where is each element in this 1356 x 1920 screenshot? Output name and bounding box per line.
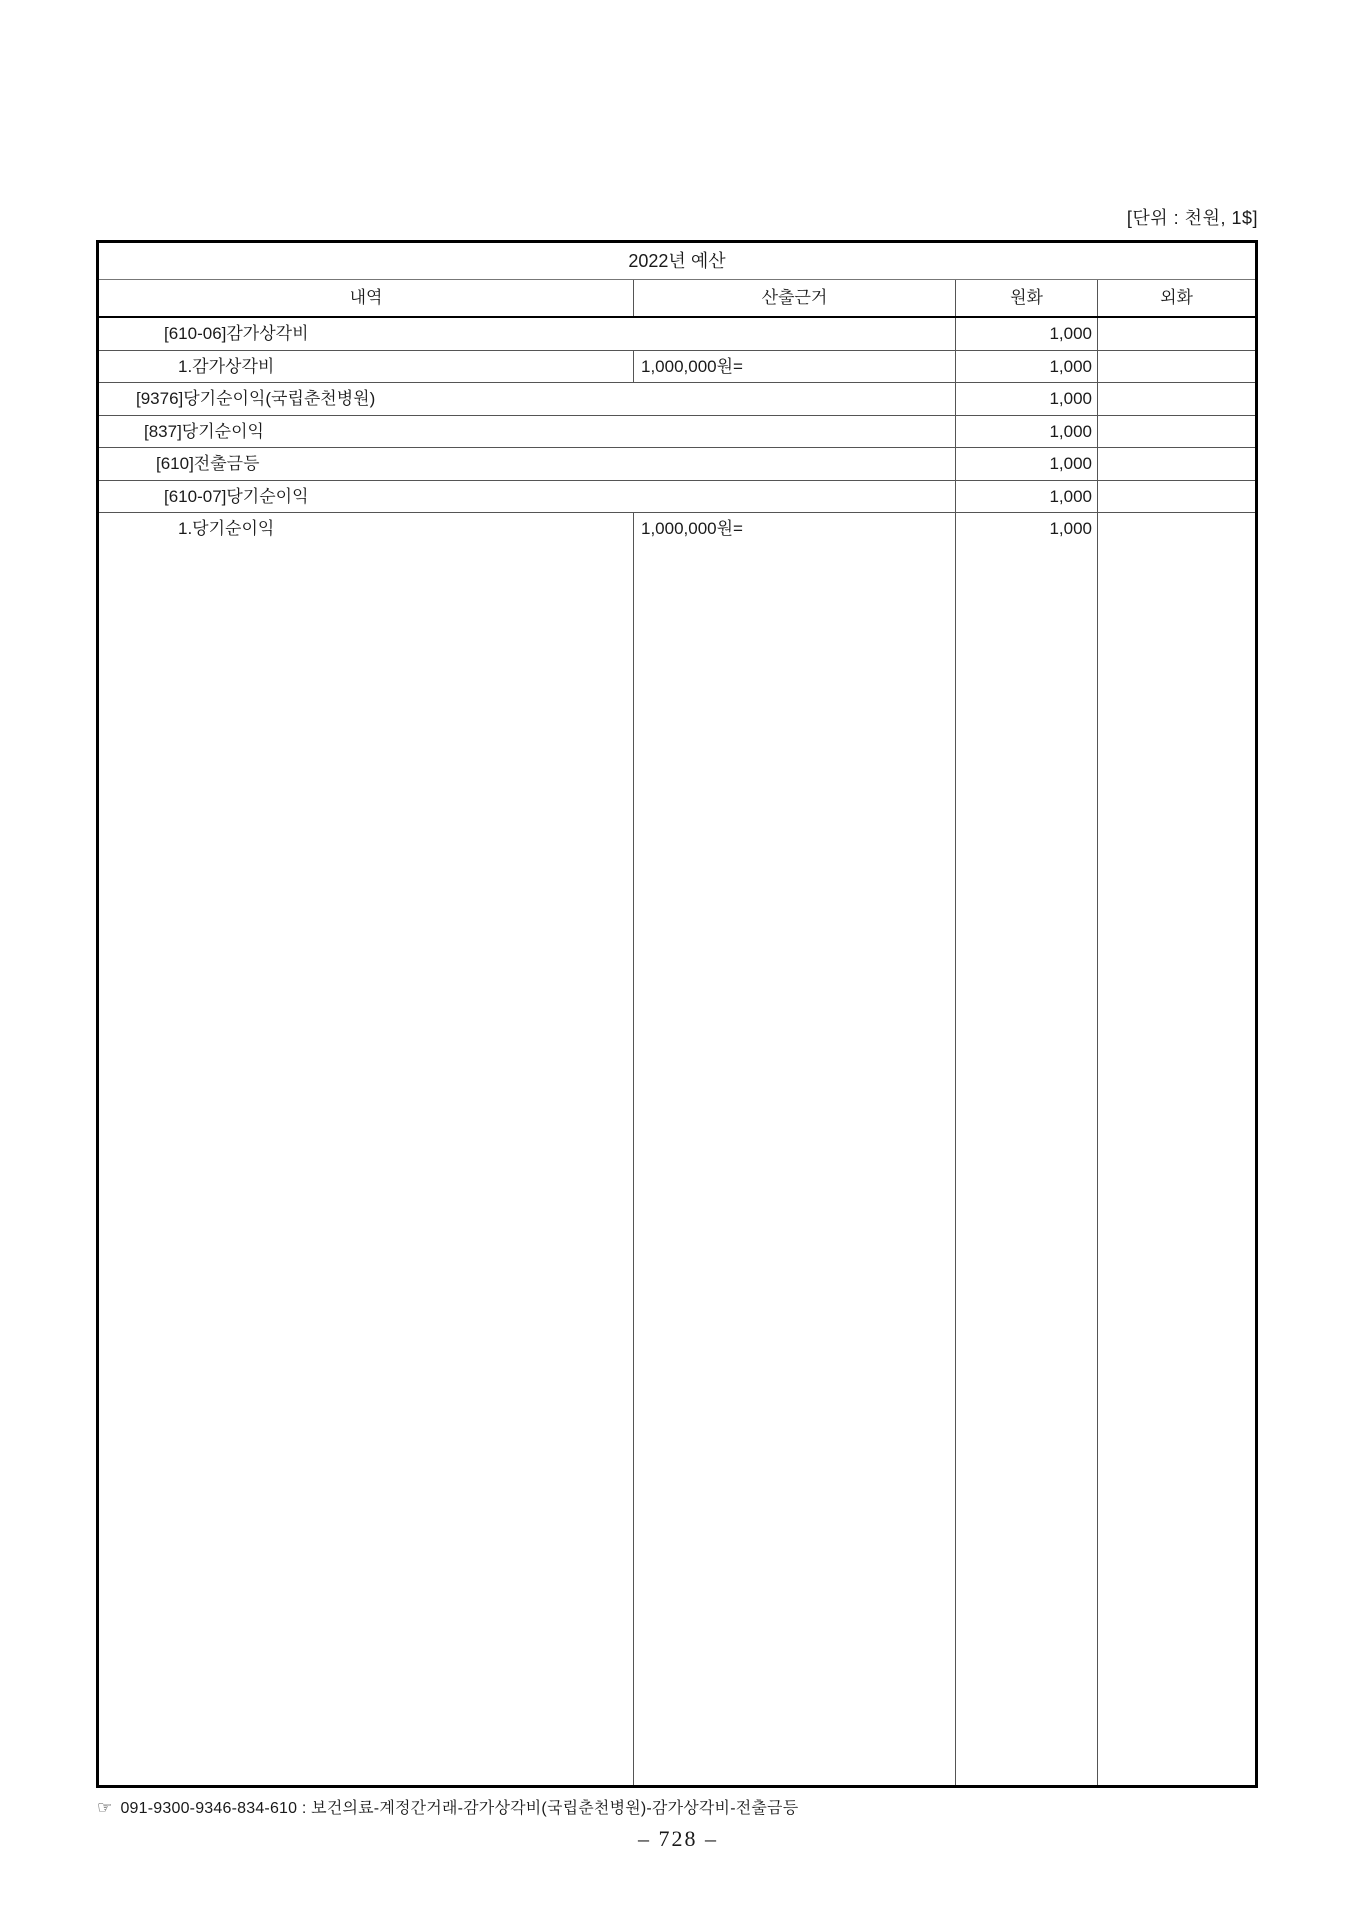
row-label: [610-07]당기순이익: [164, 486, 309, 506]
table-row: [99, 448, 1255, 481]
unit-label: [단위 : 천원, 1$]: [1126, 208, 1258, 228]
row-amount-krw: 1,000: [955, 383, 1097, 415]
footer-note: [97, 1795, 798, 1818]
row-amount-foreign: [1097, 383, 1255, 415]
row-amount-foreign: [1097, 351, 1255, 383]
pointing-hand-icon: ☞: [97, 1798, 113, 1817]
table-title: 2022년 예산: [99, 243, 1255, 280]
table-header: [99, 280, 1255, 318]
row-amount-krw: 1,000: [955, 416, 1097, 448]
table-row: [99, 351, 1255, 384]
row-label: 1.감가상각비: [178, 356, 275, 376]
row-amount-krw: 1,000: [955, 318, 1097, 350]
column-header-fx: 외화: [1097, 280, 1255, 316]
table-row: [99, 416, 1255, 449]
table-row: [99, 318, 1255, 351]
table-row: [99, 383, 1255, 416]
table-row: [99, 513, 1255, 1785]
page-number: – 728 –: [638, 1826, 718, 1851]
row-amount-foreign: [1097, 481, 1255, 513]
budget-table: [96, 240, 1258, 1788]
footer-note-text: 091-9300-9346-834-610 : 보건의료-계정간거래-감가상각비(국립춘천병원)-감가상각비-전출금등: [120, 1800, 799, 1817]
column-header-detail: 내역: [349, 288, 383, 307]
row-amount-krw: 1,000: [955, 448, 1097, 480]
column-header-basis: 산출근거: [633, 280, 955, 316]
row-label: [610]전출금등: [156, 454, 260, 473]
row-amount-foreign: [1097, 416, 1255, 448]
row-amount-foreign: [1097, 448, 1255, 480]
row-label: 1.당기순이익: [178, 519, 275, 538]
column-header-krw: 원화: [955, 280, 1097, 316]
row-amount-krw: 1,000: [955, 481, 1097, 513]
row-label: [9376]당기순이익(국립춘천병원): [136, 389, 376, 408]
table-row: [99, 481, 1255, 514]
row-amount-krw: 1,000: [955, 351, 1097, 383]
row-amount-krw: 1,000: [955, 513, 1097, 1785]
table-body: [99, 318, 1255, 1785]
row-basis: 1,000,000원=: [633, 351, 955, 383]
row-label: [837]당기순이익: [144, 421, 264, 441]
row-amount-foreign: [1097, 318, 1255, 350]
row-amount-foreign: [1097, 513, 1255, 1785]
row-basis: 1,000,000원=: [633, 513, 955, 1785]
row-label: [610-06]감가상각비: [164, 324, 309, 343]
